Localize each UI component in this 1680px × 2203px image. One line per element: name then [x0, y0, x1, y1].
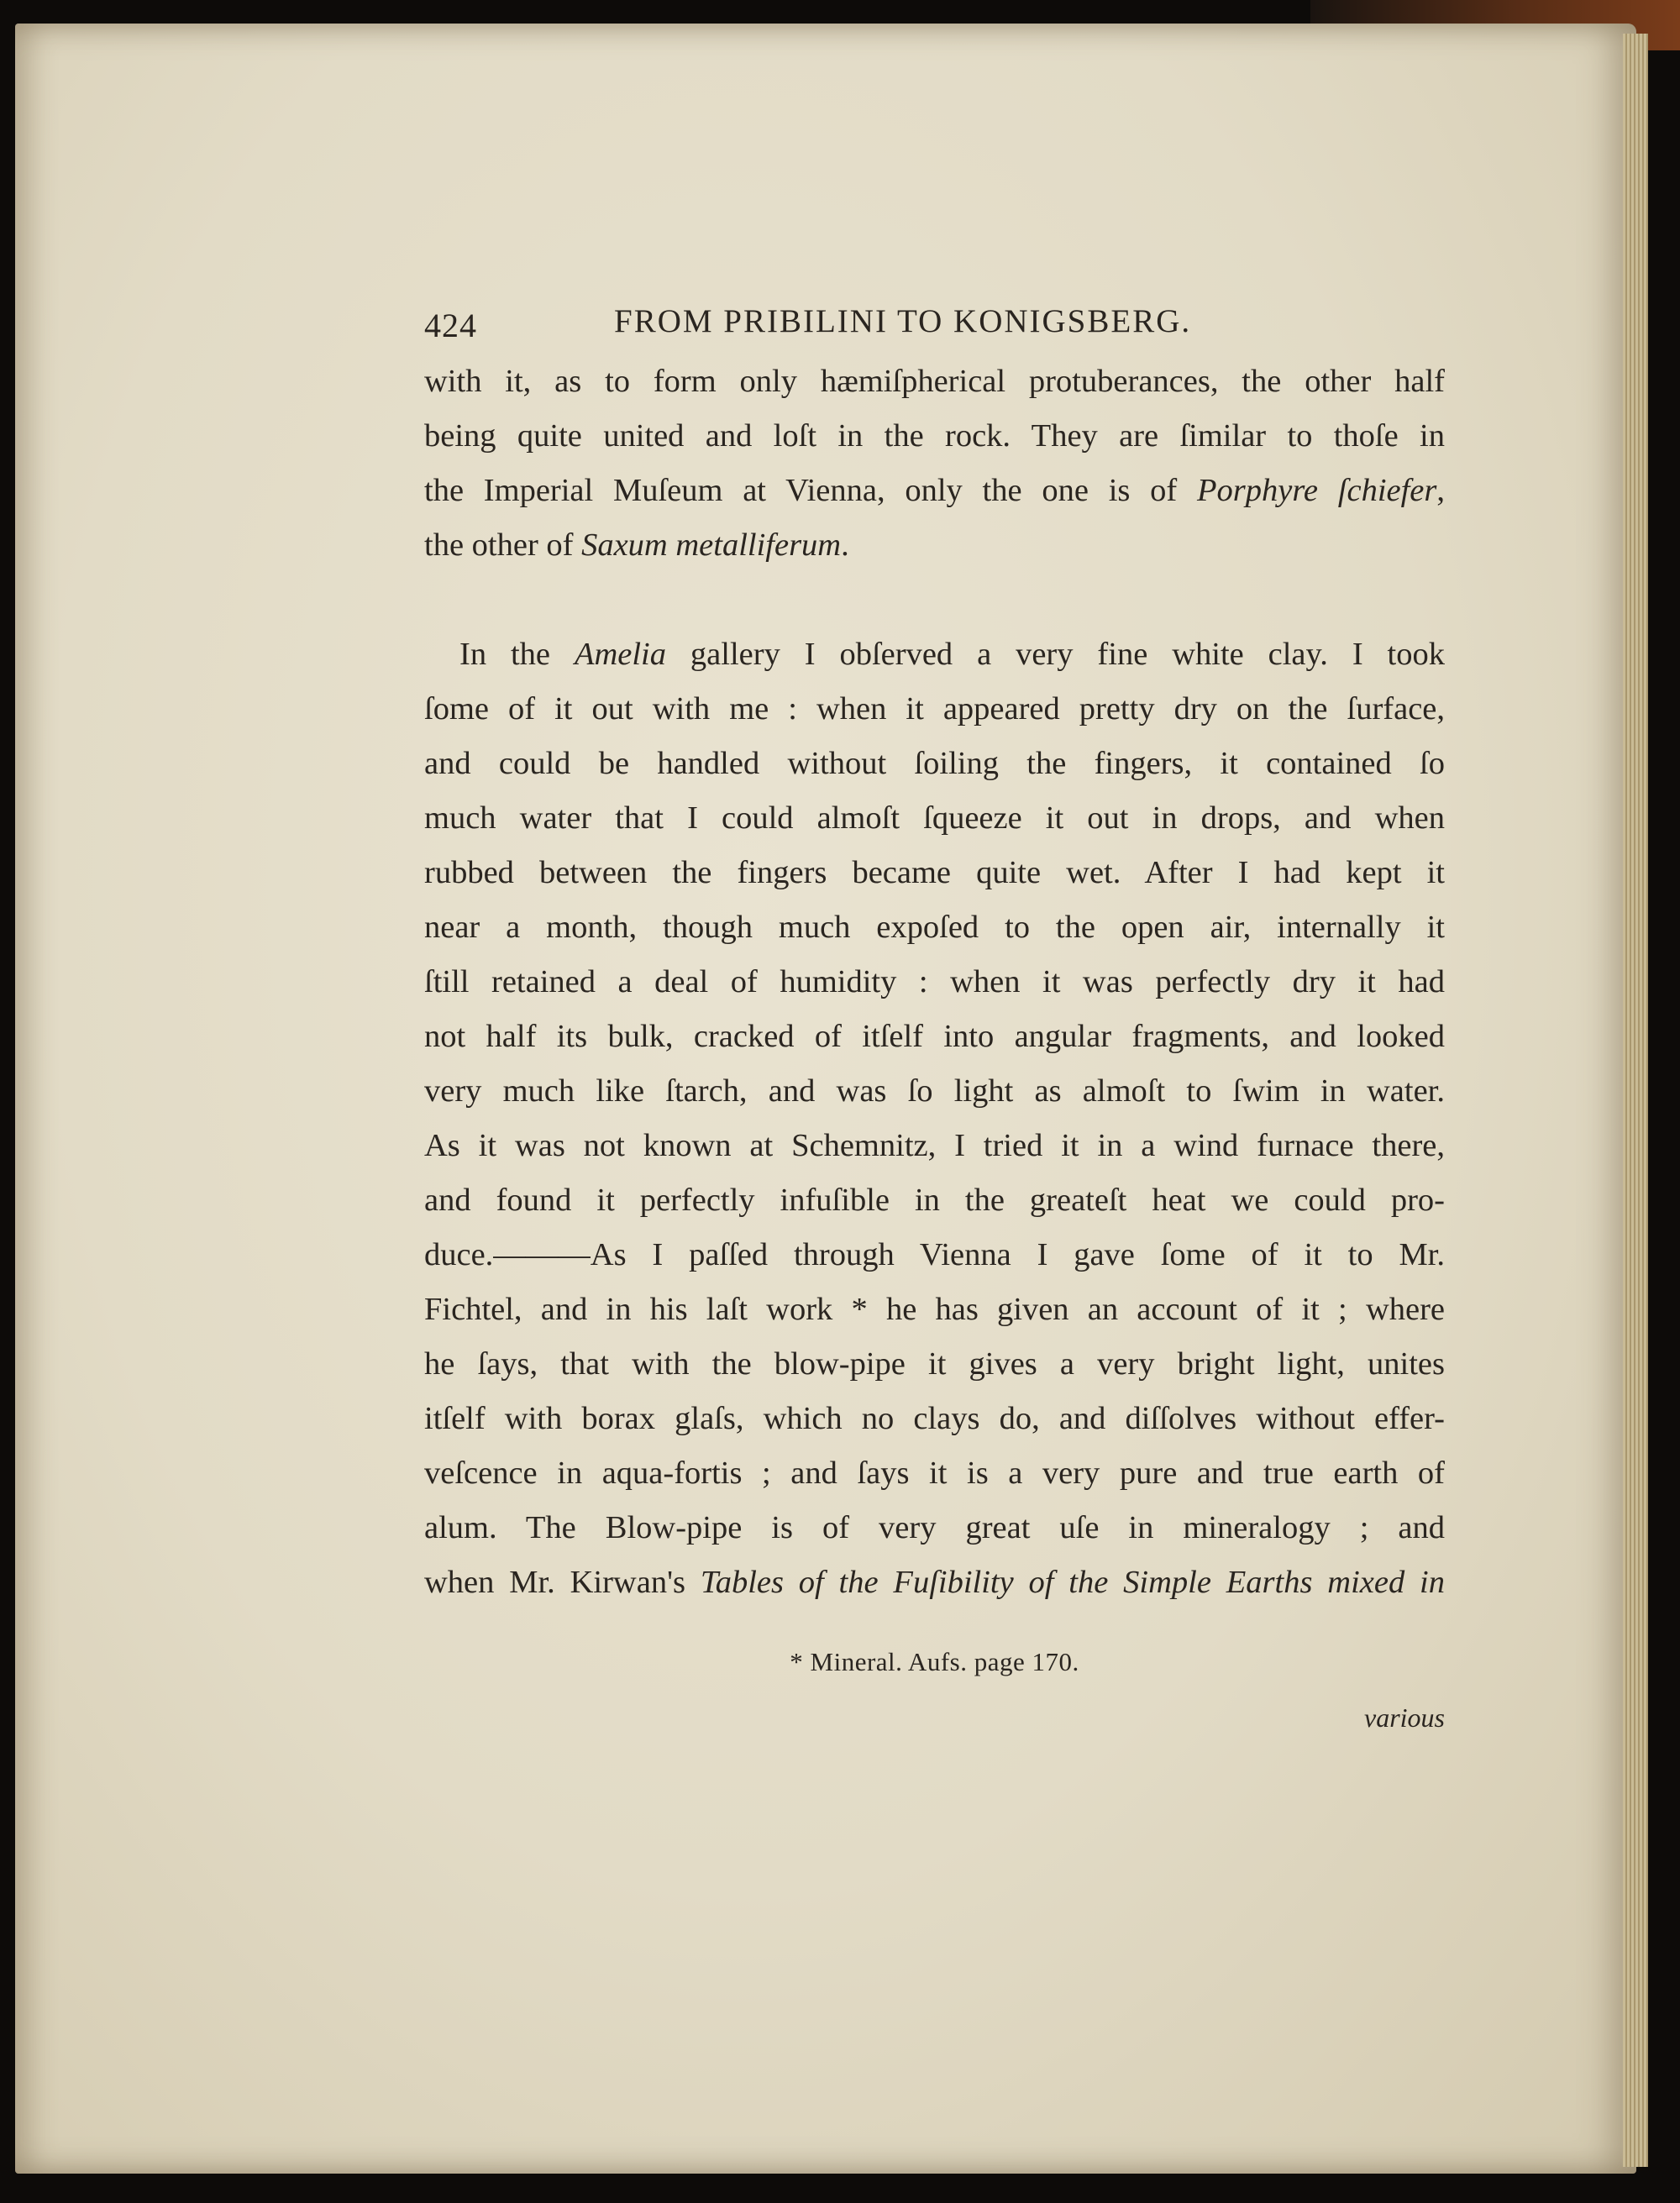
text-line: and found it perfectly infuſible in the greateſt heat we could pro- [424, 1183, 1445, 1218]
italic-term: Tables of the Fuſibility of the Simple Earths mixed in [700, 1565, 1445, 1600]
text-line: the Imperial Muſeum at Vienna, only the one is of Porphyre ſchiefer, [424, 473, 1445, 508]
page-edges [1623, 34, 1648, 2167]
text-line: very much like ſtarch, and was ſo light as almoſt to ſwim in water. [424, 1073, 1445, 1109]
catchword: various [1364, 1702, 1445, 1733]
footnote: * Mineral. Aufs. page 170. [790, 1647, 1079, 1676]
paragraph-2 [424, 627, 1445, 1610]
italic-term: Saxum metalliferum [581, 527, 842, 563]
text-line: he ſays, that with the blow-pipe it gives a very bright light, unites [424, 1346, 1445, 1382]
text-line: being quite united and loſt in the rock. They are ſimilar to thoſe in [424, 418, 1445, 454]
text-line: the other of Saxum metalliferum. [424, 527, 849, 563]
text-block [424, 296, 1445, 1734]
page-number: 424 [424, 307, 477, 344]
italic-term: Porphyre ſchiefer [1197, 473, 1437, 508]
paragraph-1 [424, 354, 1445, 573]
text-line: duce.———As I paſſed through Vienna I gave ſome of it to Mr. [424, 1237, 1445, 1272]
running-head [424, 296, 1445, 354]
text-line: with it, as to form only hæmiſpherical protuberances, the other half [424, 364, 1445, 399]
text-line: ſtill retained a deal of humidity : when it was perfectly dry it had [424, 964, 1445, 999]
running-title: FROM PRIBILINI TO KONIGSBERG. [614, 303, 1192, 339]
text-line: itſelf with borax glaſs, which no clays do, and diſſolves without effer- [424, 1401, 1445, 1436]
text-line: near a month, though much expoſed to the open air, internally it [424, 910, 1445, 945]
text-line: much water that I could almoſt ſqueeze it out in drops, and when [424, 800, 1445, 836]
text-line: not half its bulk, cracked of itſelf into angular fragments, and looked [424, 1019, 1445, 1054]
text-line: alum. The Blow-pipe is of very great uſe in mineralogy ; and [424, 1510, 1445, 1545]
paragraph-gap [424, 573, 1445, 627]
italic-term: Amelia [574, 637, 667, 672]
text-line: In the Amelia gallery I obſerved a very fine white clay. I took [459, 637, 1446, 672]
text-line: ſome of it out with me : when it appeared pretty dry on the ſurface, [424, 691, 1445, 726]
text-line: rubbed between the fingers became quite wet. After I had kept it [424, 855, 1445, 890]
text-line: As it was not known at Schemnitz, I tried it in a wind furnace there, [424, 1128, 1445, 1163]
text-line: and could be handled without ſoiling the fingers, it contained ſo [424, 746, 1445, 781]
text-line: veſcence in aqua-fortis ; and ſays it is a very pure and true earth of [424, 1456, 1445, 1491]
text-line: Fichtel, and in his laſt work * he has given an account of it ; where [424, 1292, 1445, 1327]
text-line: when Mr. Kirwan's Tables of the Fuſibility of the Simple Earths mixed in [424, 1565, 1445, 1600]
